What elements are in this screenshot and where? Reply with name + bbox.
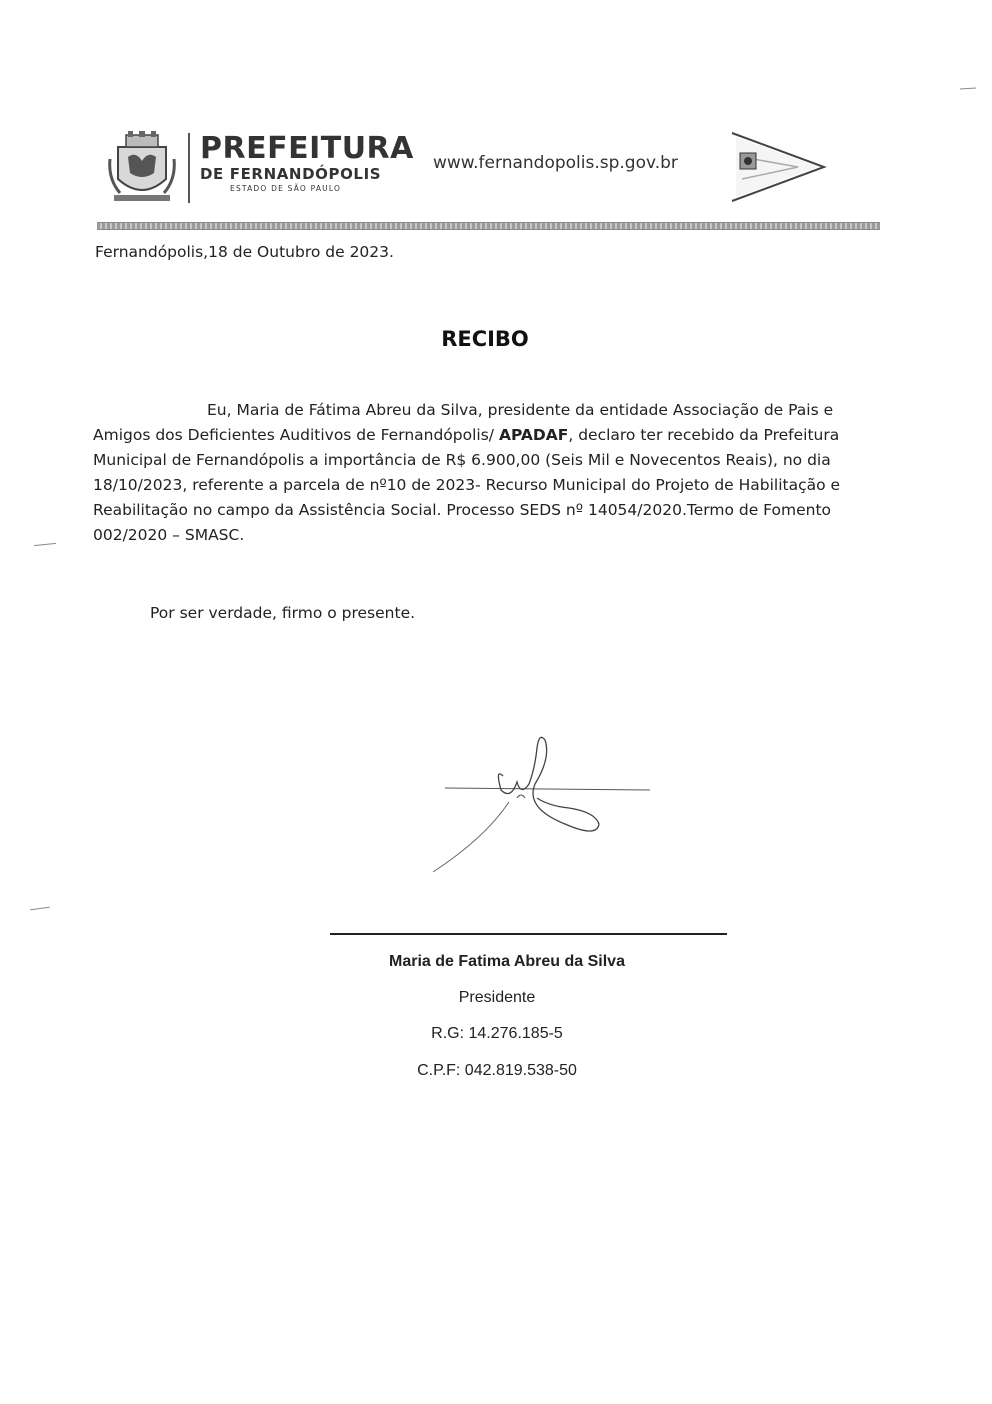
date-line: Fernandópolis,18 de Outubro de 2023.: [95, 243, 394, 261]
signatory-name: Maria de Fatima Abreu da Silva: [389, 953, 625, 970]
scan-mark: [960, 87, 976, 89]
signatory-rg: R.G: 14.276.185-5: [431, 1025, 563, 1042]
letterhead: [100, 125, 890, 210]
signatory-role: Presidente: [458, 989, 536, 1006]
scan-mark: [34, 543, 56, 546]
org-state: ESTADO DE SÃO PAULO: [230, 184, 342, 193]
signature-line: [330, 933, 727, 935]
document-title: RECIBO: [441, 327, 529, 351]
signatory-cpf: C.P.F: 042.819.538-50: [417, 1062, 577, 1079]
scan-mark: [30, 907, 50, 911]
org-subtitle: DE FERNANDÓPOLIS: [200, 165, 382, 183]
closing-statement: Por ser verdade, firmo o presente.: [150, 604, 416, 622]
handwritten-signature: [425, 728, 665, 878]
website-url: www.fernandopolis.sp.gov.br: [433, 153, 678, 173]
organization-name: [200, 133, 414, 195]
header-divider: [188, 133, 190, 203]
coat-of-arms-icon: [106, 129, 178, 205]
header-rule: [97, 222, 880, 230]
receipt-body: [93, 398, 883, 548]
entity-acronym: APADAF: [498, 426, 569, 444]
org-title: PREFEITURA: [200, 131, 414, 166]
flag-icon: [728, 127, 828, 207]
body-text-part1: Eu, Maria de Fátima Abreu da Silva, presidente da entidade Associação de Pais e Amigos dos Deficientes Auditivos de Fernandópolis/: [93, 401, 834, 444]
body-text-part2: , declaro ter recebido da Prefeitura Municipal de Fernandópolis a importância de R$ 6.900,00 (Seis Mil e Novecentos Reais), no dia 18/10/2023, referente a parcela de nº10 de 2023- Recurso Municipal do Projeto de Habilitação e Reabilitação no campo da Assistência Social. Processo SEDS nº 14054/2020.Termo de Fomento 002/2020 – SMASC.: [93, 426, 841, 544]
